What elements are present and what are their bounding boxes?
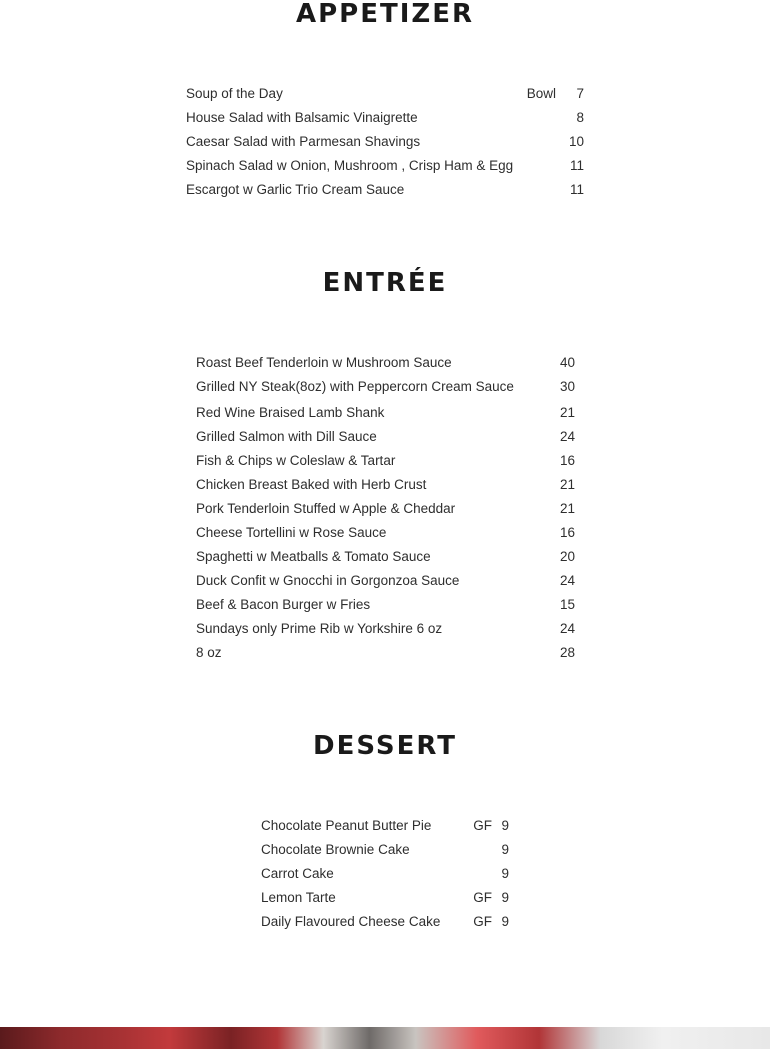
menu-item — [196, 547, 575, 567]
menu-item — [196, 377, 575, 397]
menu-item — [186, 84, 584, 104]
menu-item — [261, 912, 509, 932]
item-name: Escargot w Garlic Trio Cream Sauce — [186, 182, 405, 197]
menu-item — [186, 132, 584, 152]
item-name: Spinach Salad w Onion, Mushroom , Crisp Ham & Egg — [186, 158, 514, 173]
menu-item — [186, 156, 584, 176]
menu-item — [261, 864, 509, 884]
menu-item — [196, 475, 575, 495]
dessert-heading: DESSERT — [313, 731, 457, 761]
item-name: Grilled NY Steak(8oz) with Peppercorn Cream Sauce — [196, 379, 514, 394]
item-name: Sundays only Prime Rib w Yorkshire 6 oz — [196, 621, 443, 636]
menu-item — [196, 571, 575, 591]
item-price: 11 — [569, 158, 584, 173]
restaurant-photo — [0, 1027, 770, 1049]
menu-item — [196, 353, 575, 373]
item-name: Fish & Chips w Coleslaw & Tartar — [196, 453, 396, 468]
item-price: 8 — [576, 110, 584, 125]
item-name: Chocolate Brownie Cake — [261, 842, 410, 857]
item-price: 28 — [559, 645, 575, 660]
item-name: Roast Beef Tenderloin w Mushroom Sauce — [196, 355, 452, 370]
item-name: Grilled Salmon with Dill Sauce — [196, 429, 377, 444]
item-price: 7 — [576, 86, 584, 101]
item-name: Lemon Tarte — [261, 890, 336, 905]
item-price: 30 — [559, 379, 575, 394]
menu-item — [261, 888, 509, 908]
appetizer-menu — [186, 84, 584, 204]
item-price: 40 — [559, 355, 575, 370]
item-price: 21 — [559, 501, 575, 516]
item-price: 9 — [501, 914, 509, 929]
appetizer-heading: APPETIZER — [295, 0, 475, 29]
item-name: Beef & Bacon Burger w Fries — [196, 597, 371, 612]
item-price: 9 — [501, 818, 509, 833]
item-price: 21 — [559, 477, 575, 492]
menu-item — [261, 816, 509, 836]
menu-item — [186, 180, 584, 200]
menu-item — [196, 451, 575, 471]
item-price: 15 — [559, 597, 575, 612]
menu-item — [186, 108, 584, 128]
entree-heading: ENTRÉE — [322, 268, 448, 298]
item-price: 9 — [501, 866, 509, 881]
gluten-free-badge: GF — [473, 890, 492, 905]
item-name: Spaghetti w Meatballs & Tomato Sauce — [196, 549, 431, 564]
item-tag: Bowl — [526, 86, 556, 101]
item-price: 24 — [559, 429, 575, 444]
item-price: 16 — [559, 453, 575, 468]
item-price: 21 — [559, 405, 575, 420]
item-name: Carrot Cake — [261, 866, 334, 881]
entree-menu — [196, 353, 575, 673]
item-price: 20 — [559, 549, 575, 564]
menu-item — [196, 619, 575, 639]
item-price: 16 — [559, 525, 575, 540]
gluten-free-badge: GF — [473, 818, 492, 833]
item-price: 24 — [559, 621, 575, 636]
item-price: 9 — [501, 890, 509, 905]
item-price: 10 — [568, 134, 584, 149]
item-name: Soup of the Day — [186, 86, 283, 101]
menu-item — [261, 840, 509, 860]
item-name: Cheese Tortellini w Rose Sauce — [196, 525, 387, 540]
menu-item — [196, 403, 575, 423]
gluten-free-badge: GF — [473, 914, 492, 929]
item-name: 8 oz — [196, 645, 222, 660]
menu-item — [196, 499, 575, 519]
item-name: House Salad with Balsamic Vinaigrette — [186, 110, 418, 125]
menu-item — [196, 427, 575, 447]
item-name: Chocolate Peanut Butter Pie — [261, 818, 432, 833]
item-price: 11 — [569, 182, 584, 197]
item-name: Duck Confit w Gnocchi in Gorgonzoa Sauce — [196, 573, 460, 588]
item-name: Caesar Salad with Parmesan Shavings — [186, 134, 421, 149]
menu-item — [196, 523, 575, 543]
dessert-menu — [261, 816, 509, 936]
menu-item — [196, 643, 575, 663]
item-name: Red Wine Braised Lamb Shank — [196, 405, 385, 420]
item-name: Chicken Breast Baked with Herb Crust — [196, 477, 427, 492]
item-name: Daily Flavoured Cheese Cake — [261, 914, 441, 929]
menu-item — [196, 595, 575, 615]
item-price: 9 — [501, 842, 509, 857]
item-name: Pork Tenderloin Stuffed w Apple & Cheddar — [196, 501, 456, 516]
item-price: 24 — [559, 573, 575, 588]
